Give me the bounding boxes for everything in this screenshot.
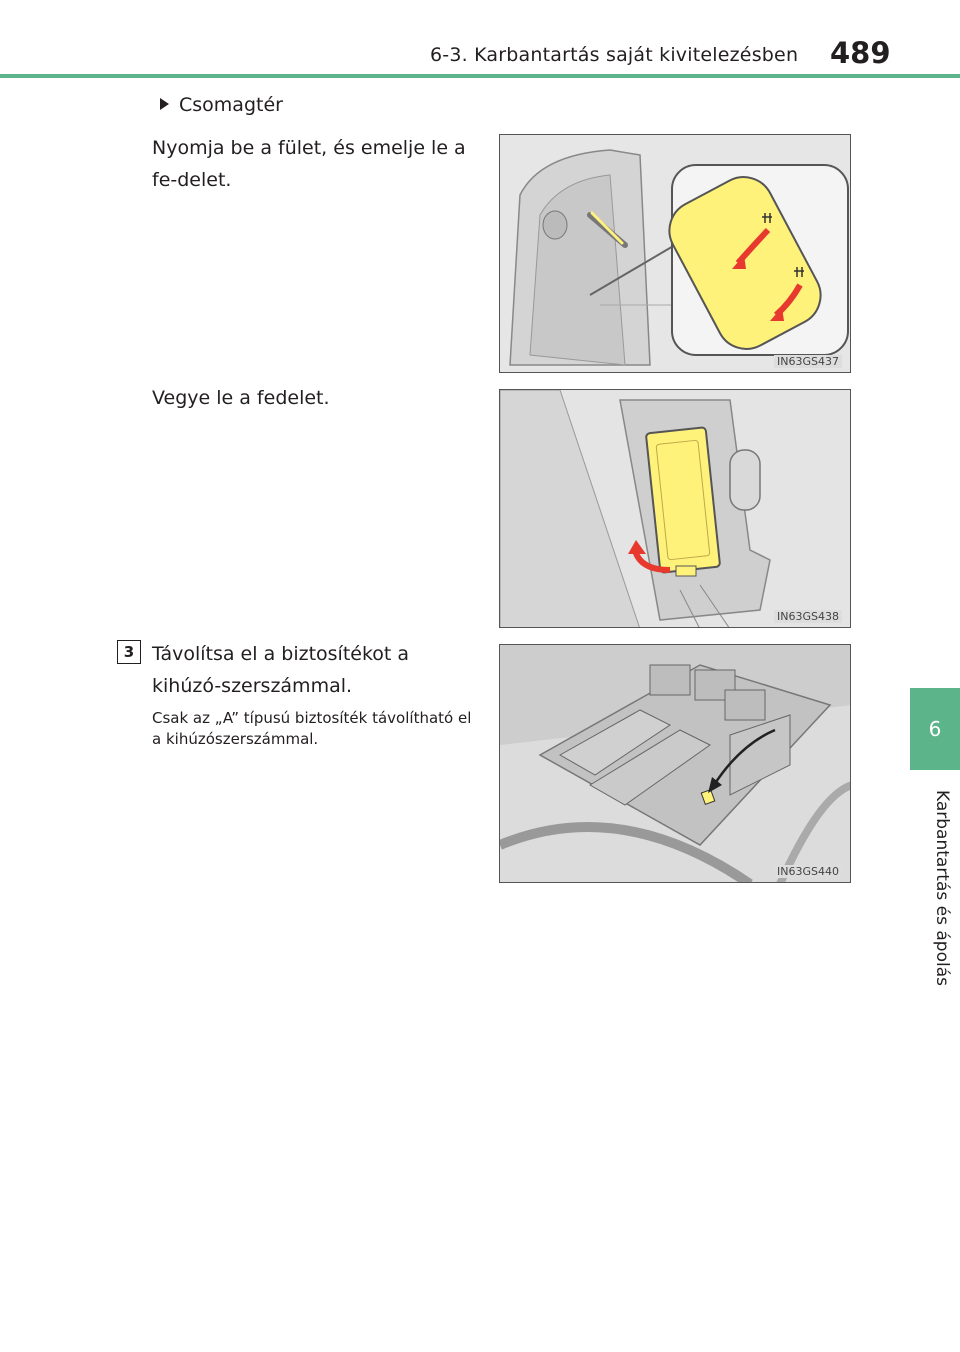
figure1-code: IN63GS437 — [774, 355, 842, 368]
step3-number: 3 — [117, 640, 141, 664]
chapter-tab: 6 — [910, 688, 960, 770]
figure2-code: IN63GS438 — [774, 610, 842, 623]
chapter-label: Karbantartás és ápolás — [932, 790, 952, 986]
section-bullet — [160, 94, 283, 116]
cover-illustration — [500, 390, 851, 628]
step2-text: Vegye le a fedelet. — [152, 387, 330, 409]
figure-fuse-puller — [499, 644, 851, 883]
header-title: 6-3. Karbantartás saját kivitelezésben — [430, 44, 799, 66]
step3-note: Csak az „A” típusú biztosíték távolítható el a kihúzószerszámmal. — [152, 709, 472, 748]
figure-remove-cover — [499, 389, 851, 628]
triangle-bullet-icon — [160, 98, 169, 110]
page-number: 489 — [830, 36, 891, 70]
section-title: Csomagtér — [179, 94, 283, 116]
figure3-code: IN63GS440 — [774, 865, 842, 878]
trunk-illustration — [500, 135, 851, 373]
step3-text: Távolítsa el a biztosítékot a kihúzó-szerszámmal. — [152, 643, 410, 697]
header-rule — [0, 74, 960, 78]
fuse-box-illustration — [500, 645, 851, 883]
step1-text: Nyomja be a fület, és emelje le a fe-delet. — [152, 137, 466, 191]
figure-trunk-cover — [499, 134, 851, 373]
